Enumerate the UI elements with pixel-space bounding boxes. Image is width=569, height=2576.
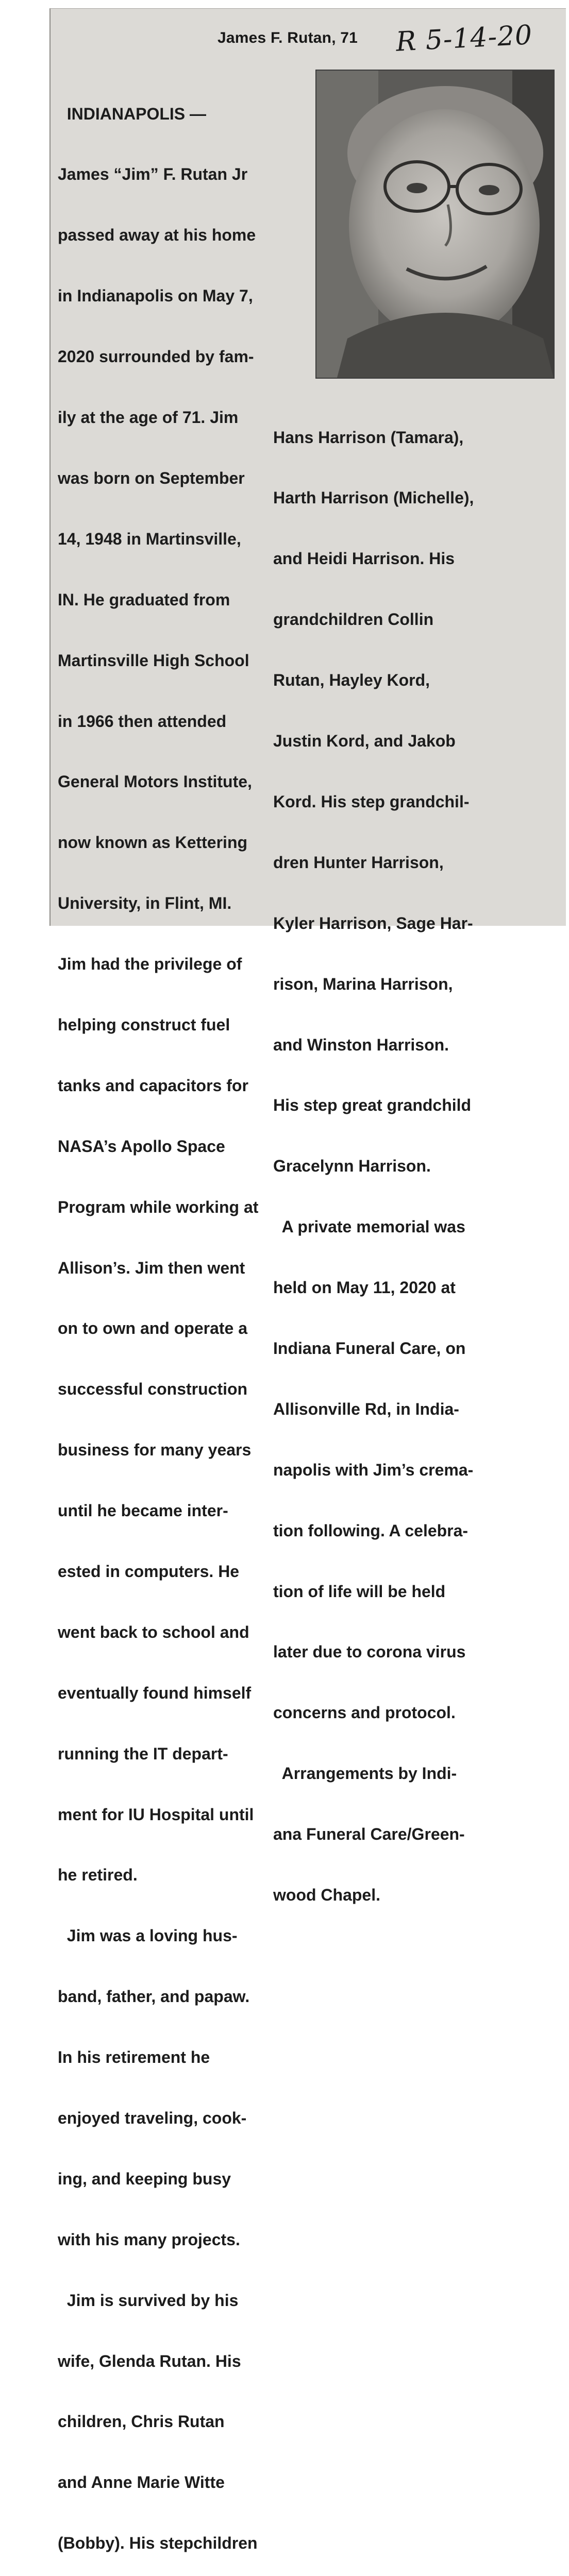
text-line: passed away at his home: [58, 226, 256, 245]
text-line: Kord. His step grandchil-: [273, 792, 470, 811]
text-line: until he became inter-: [58, 1501, 228, 1520]
text-line: University, in Flint, MI.: [58, 894, 232, 913]
text-line: held on May 11, 2020 at: [273, 1278, 456, 1297]
text-line: Allisonville Rd, in India-: [273, 1399, 459, 1418]
text-line: enjoyed traveling, cook-: [58, 2108, 247, 2127]
text-line: General Motors Institute,: [58, 772, 252, 791]
text-line: and Heidi Harrison. His: [273, 549, 455, 568]
text-line: in Indianapolis on May 7,: [58, 286, 253, 306]
text-line: running the IT depart-: [58, 1744, 228, 1763]
text-line: James “Jim” F. Rutan Jr: [58, 165, 248, 184]
text-line: Arrangements by Indi-: [273, 1764, 457, 1783]
text-line: Justin Kord, and Jakob: [273, 732, 456, 751]
text-line: successful construction: [58, 1380, 248, 1399]
text-line: INDIANAPOLIS —: [58, 104, 207, 123]
text-line: dren Hunter Harrison,: [273, 853, 444, 872]
text-line: Program while working at: [58, 1197, 259, 1216]
text-line: ana Funeral Care/Green-: [273, 1825, 465, 1844]
text-line: wife, Glenda Rutan. His: [58, 2351, 241, 2370]
text-line: helping construct fuel: [58, 1015, 230, 1034]
text-line: on to own and operate a: [58, 1319, 248, 1338]
text-line: 2020 surrounded by fam-: [58, 347, 254, 366]
newspaper-clipping: [49, 8, 566, 2553]
text-line: wood Chapel.: [273, 1885, 380, 1904]
text-line: with his many projects.: [58, 2230, 240, 2249]
text-line: in 1966 then attended: [58, 711, 227, 731]
text-line: NASA’s Apollo Space: [58, 1137, 225, 1156]
text-line: he retired.: [58, 1866, 138, 1885]
text-line: concerns and protocol.: [273, 1703, 456, 1722]
text-line: was born on September: [58, 468, 245, 487]
text-line: ing, and keeping busy: [58, 2169, 231, 2188]
obituary-right-column: [273, 387, 562, 1946]
text-line: Martinsville High School: [58, 651, 249, 670]
text-line: Indiana Funeral Care, on: [273, 1338, 466, 1358]
obituary-left-column: [58, 63, 305, 2576]
text-line: ested in computers. He: [58, 1562, 240, 1581]
portrait-photo: [315, 70, 555, 379]
text-line: In his retirement he: [58, 2048, 210, 2067]
text-line: Jim had the privilege of: [58, 955, 242, 974]
text-line: Gracelynn Harrison.: [273, 1157, 431, 1176]
text-line: and Anne Marie Witte: [58, 2473, 225, 2492]
text-line: eventually found himself: [58, 1683, 252, 1702]
text-line: grandchildren Collin: [273, 610, 434, 629]
obituary-headline: James F. Rutan, 71: [217, 29, 358, 46]
text-line: ily at the age of 71. Jim: [58, 408, 239, 427]
text-line: tion following. A celebra-: [273, 1521, 468, 1540]
text-line: business for many years: [58, 1440, 252, 1460]
text-line: Allison’s. Jim then went: [58, 1258, 245, 1277]
text-line: went back to school and: [58, 1622, 249, 1641]
text-line: napolis with Jim’s crema-: [273, 1460, 474, 1479]
text-line: IN. He graduated from: [58, 590, 230, 609]
text-line: Jim is survived by his: [58, 2291, 239, 2310]
text-line: Kyler Harrison, Sage Har-: [273, 913, 473, 933]
text-line: children, Chris Rutan: [58, 2412, 225, 2431]
text-line: tanks and capacitors for: [58, 1076, 248, 1095]
text-line: and Winston Harrison.: [273, 1035, 449, 1054]
text-line: His step great grandchild: [273, 1096, 472, 1115]
text-line: tion of life will be held: [273, 1582, 446, 1601]
text-line: rison, Marina Harrison,: [273, 974, 453, 993]
text-line: Rutan, Hayley Kord,: [273, 671, 430, 690]
text-line: 14, 1948 in Martinsville,: [58, 529, 241, 548]
portrait-illustration: [316, 71, 554, 378]
text-line: (Bobby). His stepchildren: [58, 2534, 258, 2553]
text-line: Jim was a loving hus-: [58, 1926, 238, 1945]
text-line: now known as Kettering: [58, 833, 248, 852]
text-line: later due to corona virus: [273, 1642, 466, 1662]
text-line: Hans Harrison (Tamara),: [273, 428, 464, 447]
text-line: A private memorial was: [273, 1217, 465, 1236]
text-line: Harth Harrison (Michelle),: [273, 488, 474, 507]
text-line: ment for IU Hospital until: [58, 1805, 254, 1824]
handwritten-date-note: R 5-14-20: [395, 20, 533, 58]
text-line: band, father, and papaw.: [58, 1987, 250, 2006]
